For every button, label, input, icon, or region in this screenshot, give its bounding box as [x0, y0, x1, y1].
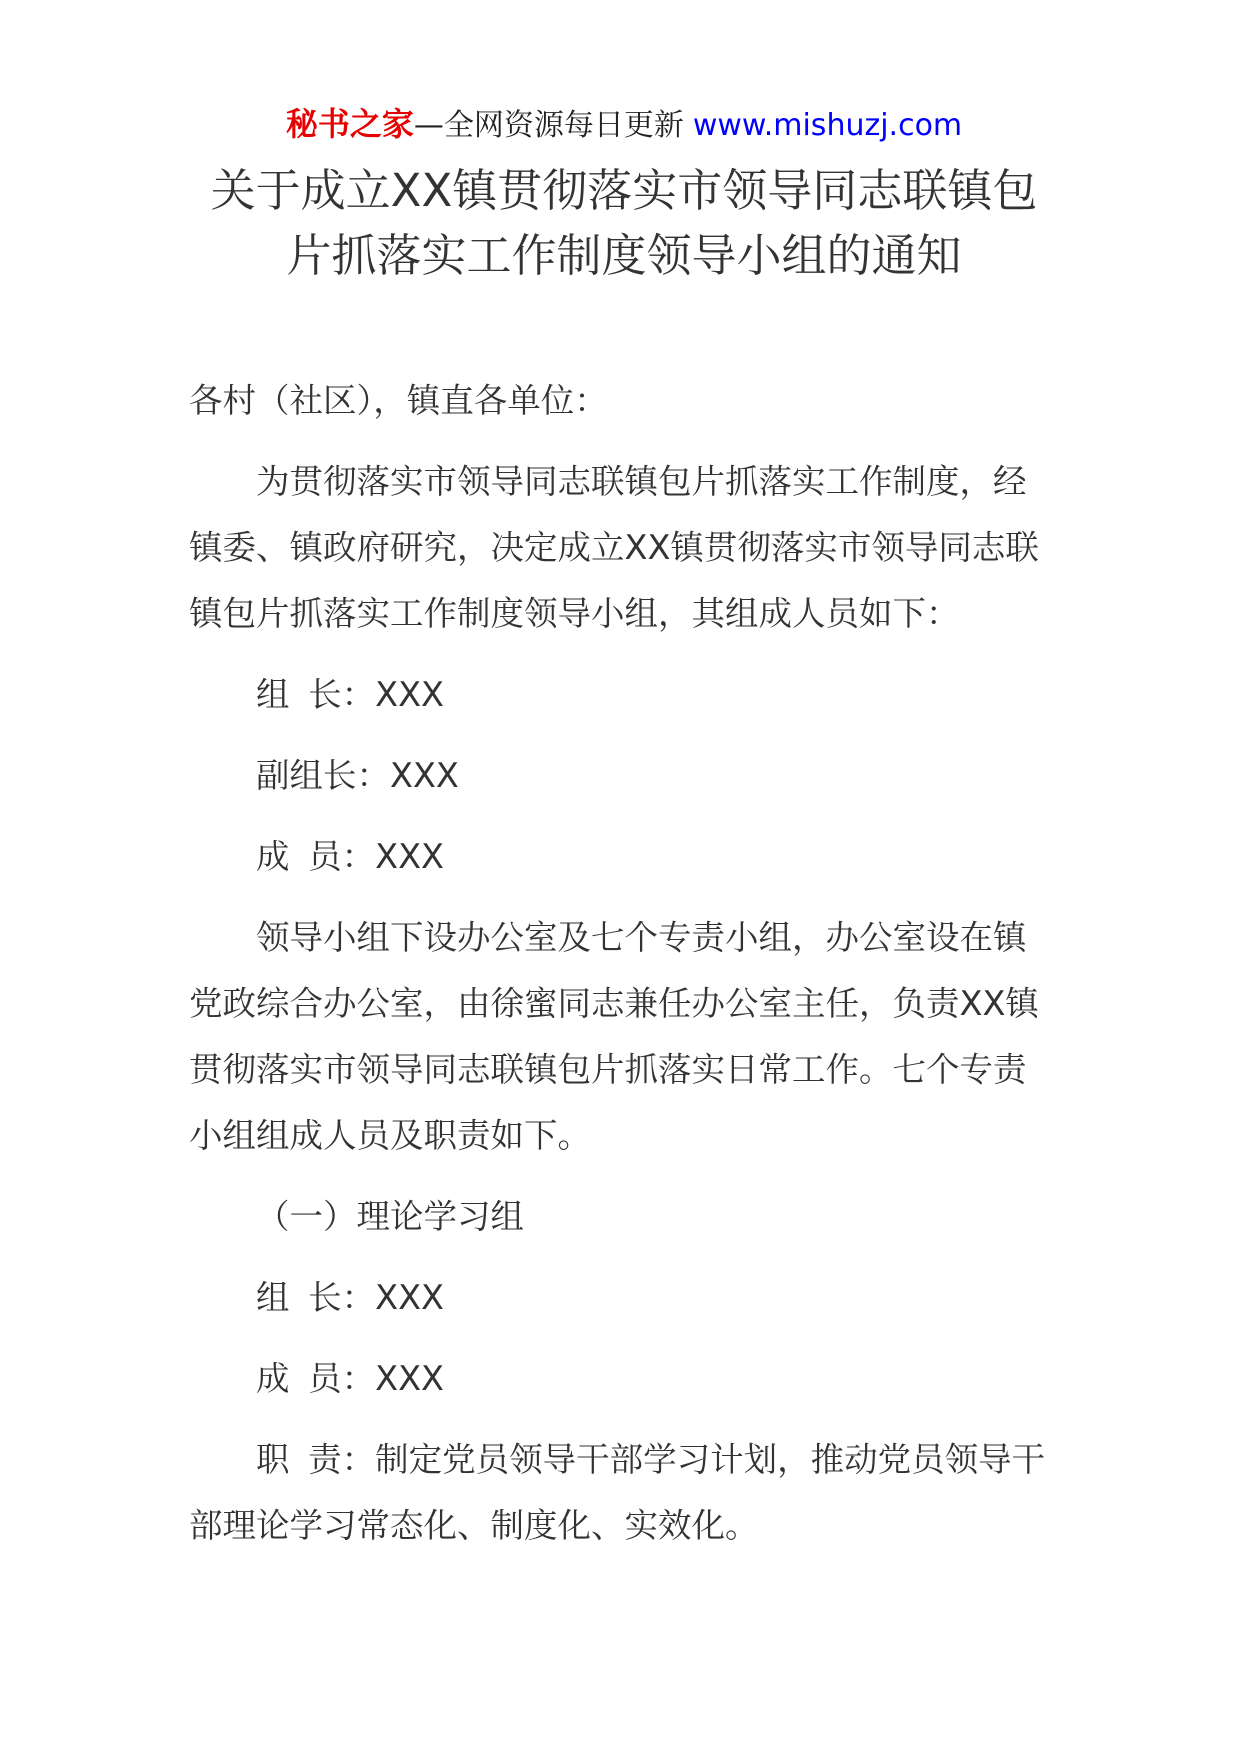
subgroup-leader-line: 组 长：XXX	[256, 1278, 444, 1317]
paragraph-line: 部理论学习常态化、制度化、实效化。	[189, 1506, 759, 1545]
document-title	[124, 158, 1124, 288]
subgroup-leader	[189, 1265, 1189, 1331]
subgroup-heading	[189, 1184, 1189, 1250]
paragraph-line: 党政综合办公室，由徐蜜同志兼任办公室主任，负责XX镇	[189, 984, 1039, 1023]
paragraph-line: 镇委、镇政府研究，决定成立XX镇贯彻落实市领导同志联	[189, 528, 1039, 567]
intro-paragraph	[189, 449, 1189, 647]
site-url: www.mishuzj.com	[692, 108, 963, 143]
subgroup-members-line: 成 员：XXX	[256, 1359, 444, 1398]
salutation-line: 各村（社区），镇直各单位：	[189, 381, 608, 420]
subgroup-duties	[189, 1427, 1189, 1559]
group-deputy-leader	[189, 743, 1189, 809]
site-header	[124, 104, 1124, 146]
paragraph-line: 贯彻落实市领导同志联镇包片抓落实日常工作。七个专责	[189, 1050, 1027, 1089]
title-line: 片抓落实工作制度领导小组的通知	[286, 229, 962, 282]
paragraph-line: 职 责：制定党员领导干部学习计划，推动党员领导干	[256, 1440, 1046, 1479]
site-tagline: —全网资源每日更新	[413, 108, 684, 143]
group-members-line: 成 员：XXX	[256, 837, 444, 876]
subgroup-members	[189, 1346, 1189, 1412]
office-paragraph	[189, 905, 1189, 1169]
document-body	[189, 368, 1189, 1574]
site-name: 秘书之家	[285, 105, 414, 143]
salutation	[189, 368, 1189, 434]
paragraph-line: 镇包片抓落实工作制度领导小组，其组成人员如下：	[189, 594, 960, 633]
group-members	[189, 824, 1189, 890]
group-leader-line: 组 长：XXX	[256, 675, 444, 714]
paragraph-line: 为贯彻落实市领导同志联镇包片抓落实工作制度，经	[256, 462, 1027, 501]
paragraph-line: 领导小组下设办公室及七个专责小组，办公室设在镇	[256, 918, 1027, 957]
group-leader	[189, 662, 1189, 728]
subgroup-heading-line: （一）理论学习组	[256, 1197, 524, 1236]
group-deputy-leader-line: 副组长：XXX	[256, 756, 459, 795]
paragraph-line: 小组组成人员及职责如下。	[189, 1116, 591, 1155]
title-line: 关于成立XX镇贯彻落实市领导同志联镇包	[210, 164, 1038, 217]
